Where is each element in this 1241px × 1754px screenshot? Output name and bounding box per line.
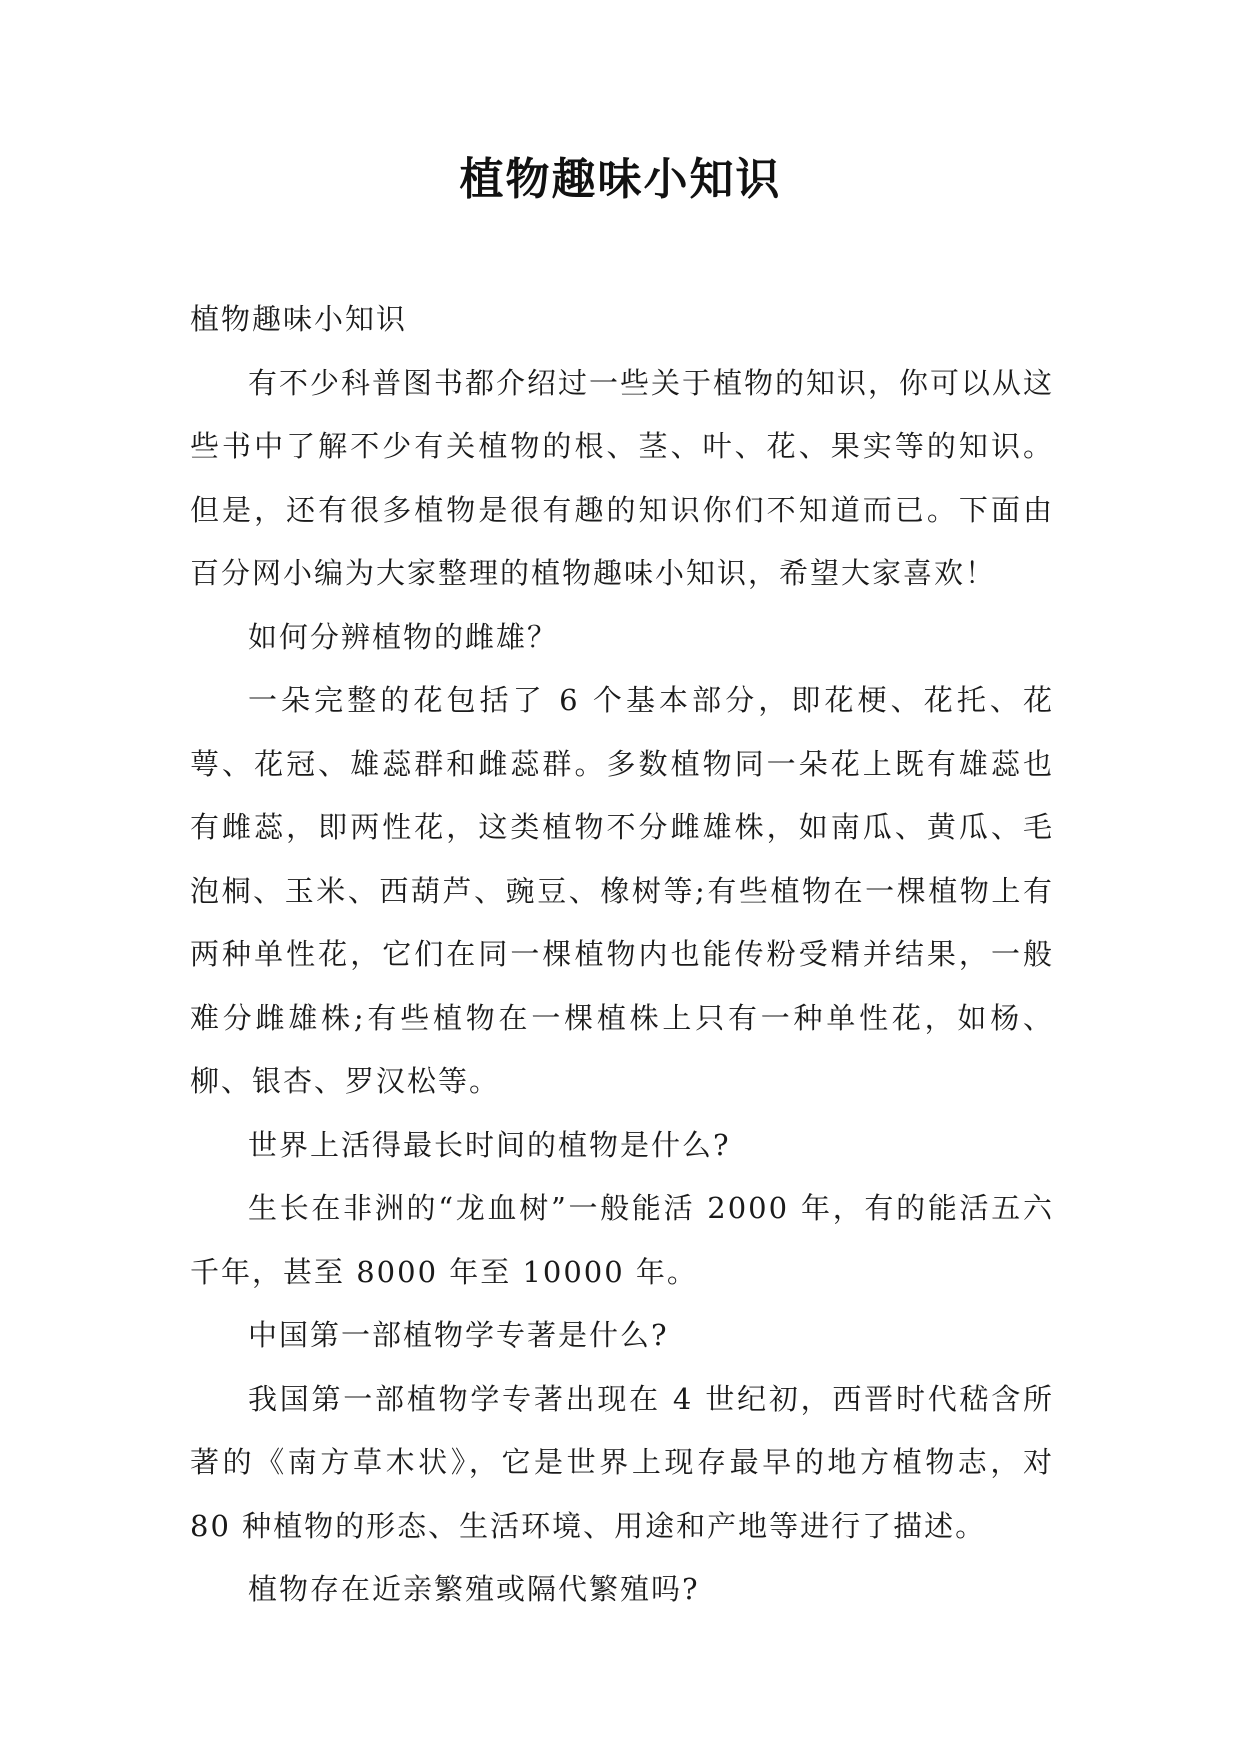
heading-longest-living: 世界上活得最长时间的植物是什么? xyxy=(248,1127,731,1162)
document-title: 植物趣味小知识 xyxy=(459,154,782,205)
paragraph-longest-living: 生长在非洲的“龙血树”一般能活 2000 年，有的能活五六千年，甚至 8000 年至 10000 年。 xyxy=(190,1191,1054,1289)
heading-first-botany-book: 中国第一部植物学专著是什么? xyxy=(248,1318,669,1352)
paragraph-intro: 有不少科普图书都介绍过一些关于植物的知识，你可以从这些书中了解不少有关植物的根、茎、叶、花、果实等的知识。但是，还有很多植物是很有趣的知识你们不知道而已。下面由百分网小编为大家整理的植物趣味小知识，希望大家喜欢！ xyxy=(190,365,1055,590)
heading-inbreeding: 植物存在近亲繁殖或隔代繁殖吗? xyxy=(248,1572,700,1606)
paragraph-plant-sex: 一朵完整的花包括了 6 个基本部分，即花梗、花托、花萼、花冠、雄蕊群和雌蕊群。多数植物同一朵花上既有雄蕊也有雌蕊，即两性花，这类植物不分雌雄株，如南瓜、黄瓜、毛泡桐、玉米、西葫芦、豌豆、橡树等;有些植物在一棵植物上有两种单性花，它们在同一棵植物内也能传粉受精并结果，一般难分雌雄株;有些植物在一棵植株上只有一种单性花，如杨、柳、银杏、罗汉松等。 xyxy=(190,683,1054,1098)
heading-plant-sex: 如何分辨植物的雌雄？ xyxy=(248,619,559,654)
document-body xyxy=(190,288,1054,1622)
paragraph-first-botany-book: 我国第一部植物学专著出现在 4 世纪初，西晋时代嵇含所著的《南方草木状》，它是世界上现存最早的地方植物志，对 80 种植物的形态、生活环境、用途和产地等进行了描述。 xyxy=(190,1381,1054,1543)
paragraph-subtitle: 植物趣味小知识 xyxy=(190,302,408,336)
